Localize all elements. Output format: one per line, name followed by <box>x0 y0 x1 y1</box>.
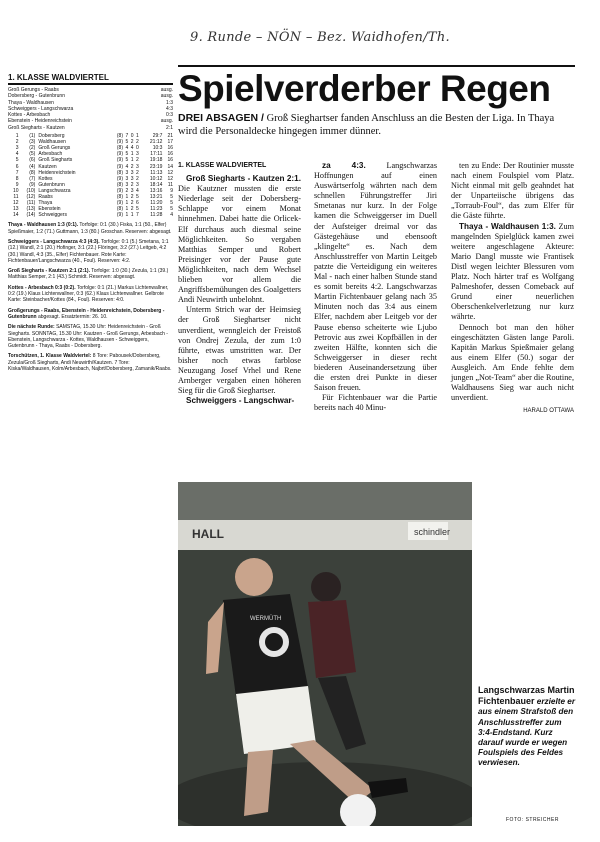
standings-cell: 5 <box>135 206 139 213</box>
result-score: 4:3 <box>166 105 173 112</box>
result-score: 2:1 <box>166 124 173 131</box>
standings-cell: 4 <box>15 151 19 158</box>
standings-cell: 23:19 <box>149 163 163 170</box>
match-report <box>8 239 173 264</box>
standings-cell: Arbesbach <box>38 151 63 158</box>
standings-cell: (8) <box>116 145 124 152</box>
match-report <box>8 308 173 321</box>
standings-cell: 5 <box>170 200 173 207</box>
match-report-title: Groß Siegharts - Kautzen 2:1 (2:1). <box>8 268 90 275</box>
standings-cell: (4) <box>29 163 36 170</box>
standings-cell: (9) <box>116 200 124 207</box>
standings-cell: 2 <box>130 200 134 207</box>
match-report <box>8 324 173 349</box>
result-row <box>8 125 173 131</box>
standings-cell: (8) <box>116 169 124 176</box>
standings-cell: (1) <box>29 133 36 140</box>
standings-cell: 2 <box>125 187 129 194</box>
standings-cell: (2) <box>29 145 36 152</box>
match-report-title: Schweiggers - Langschwarza 4:3 (4:3). <box>8 238 100 245</box>
match-report-title: Torschützen, 1. Klasse Waldviertel: <box>8 353 92 360</box>
match-report-body: Torfolge: 0:1 (30.) Fiska, 1:1 (50., Elfer) Spießmaier, 1:2 (71.) Guttmann, 1:3 (80.) Groschan. Reserven: abgesagt. <box>8 222 172 235</box>
standings-cell: 11:20 <box>150 200 163 207</box>
standings-cell: 8 <box>15 175 19 182</box>
standings-cell: 12 <box>167 169 173 176</box>
standings-cell: 1 <box>130 212 134 219</box>
standings-cell: 7 <box>135 212 139 219</box>
result-score: ausg. <box>160 87 173 93</box>
article-paragraph <box>314 161 437 393</box>
standings-cell: 13 <box>12 206 19 213</box>
match-report-title: Die nächste Runde: <box>8 324 55 331</box>
standings-cell: (10) <box>26 187 36 194</box>
ad-board-text: schindler <box>414 527 451 537</box>
standings-cell: 2 <box>130 194 134 201</box>
standings-cell: (14) <box>26 212 36 219</box>
standings-cell: 14 <box>12 212 19 219</box>
match-report-body: SAMSTAG, 15.30 Uhr: Heidenreichstein - Groß Siegharts. SONNTAG, 15.30 Uhr: Kautzen - Groß Gerungs, Arbesbach - Ebenstein, Langschwarza - Kottes, Waldhausen - Schweiggers, Gutenbrunn - Thaya, Raabs - Dobersberg. <box>8 324 168 350</box>
article-paragraph <box>451 222 574 323</box>
standings-cell: 21:12 <box>149 139 163 146</box>
standings-cell: 2 <box>135 157 139 164</box>
standings-cell: 13:16 <box>149 187 163 194</box>
standings-cell: 17 <box>167 139 173 146</box>
article <box>178 65 575 415</box>
standings-cell: 11 <box>13 194 19 201</box>
standings-cell: 13:21 <box>149 194 163 201</box>
match-report-title: Kottes - Arbesbach 0:3 (0:2). <box>8 284 76 291</box>
result-score: 0:3 <box>166 112 173 119</box>
standings-cell: 4 <box>135 187 139 194</box>
result-match: Ebenstein - Heidenreichstein <box>8 118 72 125</box>
standings-cell: Thaya <box>38 200 53 207</box>
standings-cell: 5 <box>125 157 129 164</box>
standings-cell: 7 <box>125 133 129 140</box>
standings-cell: (8) <box>116 133 124 140</box>
match-photo <box>178 482 472 826</box>
standings-row <box>8 212 173 218</box>
paragraph-text: Dennoch bot man den höher eingeschätzten Gästen lange Paroli. Kapitän Markus Spießmaier gelang aus einem Elfer (50.) sogar der Ausgleich. Am Ende fehlte dem jungen „Not-Team“ aber die Routine, Waldhausens Sieg war auch nicht unverdient. <box>451 322 574 403</box>
standings-cell: (9) <box>29 181 36 188</box>
standings-cell: 10 <box>12 187 19 194</box>
match-report-body: Torfolge: 0:1 (21.) Markus Lichtenwallner, 0:2 (19.) Klaus Lichtenwallner, 0:3 (62.) Klaus Lichtenwallner. Gelbrote Karte: Steinbacher/Kottes (84., Foul). Reserven: 4:0. <box>8 284 169 304</box>
article-columns <box>178 161 575 479</box>
standings-cell: 16 <box>167 145 173 152</box>
standings-cell: Waldhausen <box>38 139 66 146</box>
result-score: 1:3 <box>166 99 173 106</box>
standings-cell: 19:18 <box>149 157 163 164</box>
article-paragraph <box>314 393 437 413</box>
standings-cell: 6 <box>15 163 19 170</box>
match-report-body: Torfolge: 1:0 (30.) Zezula, 1:1 (39.) Matthias Semper, 2:1 (43.) Schmidt. Reserven: abgesagt. <box>8 268 169 281</box>
caption-name: Langschwarzas Martin Fichtenbauer <box>478 685 575 707</box>
result-match: Thaya - Waldhausen <box>8 99 54 106</box>
standings-cell: 17:11 <box>150 151 163 158</box>
paragraph-text: Die Kautzner mussten die erste Niederlage seit der Dobersberg-Schlappe vor einem Monat hinnehmen. Dabei hatte die Orlicek-Elf durchaus auch diesmal seine Möglichkeiten. So vergaben Matthias Semper und Robert Preisinger vor der Pause gute Möglichkeiten, nach dem Wechsel blieben vor allem die Angriffsbemühungen des Goalgetters Andi Neuwirth unbelohnt. <box>178 184 301 305</box>
standings-cell: 10:12 <box>149 175 163 182</box>
standings-cell: 1 <box>15 133 19 140</box>
standings-cell: 6 <box>135 200 139 207</box>
section-label: 1. KLASSE WALDVIERTEL <box>178 162 267 169</box>
standings-cell: 3 <box>130 187 134 194</box>
ad-board-text-2: HALL <box>192 527 224 541</box>
standings-cell: 9 <box>15 181 19 188</box>
standings-table <box>8 133 173 218</box>
standings-cell: 2 <box>130 181 134 188</box>
article-column-1 <box>178 161 301 406</box>
standings-cell: 12 <box>167 175 173 182</box>
article-paragraph <box>178 305 301 396</box>
standings-cell: (12) <box>26 194 36 201</box>
standings-cell: 4 <box>125 163 129 170</box>
match-report-body: abgesagt. Ersatztermin: 26. 10. <box>38 313 108 320</box>
standings-cell: 2 <box>135 169 139 176</box>
match-report <box>8 353 173 372</box>
result-score: ausg. <box>160 93 173 100</box>
paragraph-lead: Thaya - Waldhausen 1:3. <box>459 221 556 231</box>
match-reports <box>8 222 173 372</box>
standings-cell: 9 <box>170 187 173 194</box>
standings-cell: (9) <box>116 212 124 219</box>
paragraph-lead: za 4:3. <box>322 161 366 170</box>
standings-cell: (8) <box>116 181 124 188</box>
standings-cell: 1 <box>135 133 139 140</box>
standings-cell: 5 <box>15 157 19 164</box>
standings-cell: (5) <box>29 151 36 158</box>
result-match: Kottes - Arbesbach <box>8 112 51 119</box>
standings-cell: 5 <box>125 151 129 158</box>
standings-cell: (13) <box>26 206 36 213</box>
headline: Spielverderber Regen <box>178 65 575 110</box>
standings-cell: (7) <box>29 175 36 182</box>
standings-cell: 11:28 <box>150 212 163 219</box>
standings-cell: 3 <box>135 163 139 170</box>
results-sidebar <box>8 73 173 372</box>
paragraph-text: Langschwarzas Hoffnungen auf einen Auswärtserfolg währten nach dem schnellen Führungstreffer Jiri Smetanas nur kurz. In der Folge kamen die Schweiggerser im Duell der Aufsteiger dreimal vor das Gästegehäuse und ebensooft „klingelte“ es. Nach dem Anschlusstreffer von Martin Leitgeb patzte die Verteidigung ein weiteres Mal - nach einer halben Stunde stand es somit bereits 4:2. Langschwarzas Martin Fichtenbauer gelang nach 35 Minuten noch das 3:4 aus einem Elfer, nachdem aber Leitgeb vor der Pause ebenso scheiterte wie Ljubo Petrovic aus zwei Kopfbällen in der zweiten Hälfte, konnten sich die Schweiggerser in dieser recht biederen Auseinandersetzung über die ersten drei Punkte in dieser Saison freuen. <box>314 161 438 393</box>
standings-cell: 2 <box>130 139 134 146</box>
standings-cell: 2 <box>15 139 19 146</box>
lead-paragraph <box>178 112 575 138</box>
match-report-body: 8 Tore: Pabousek/Dobersberg, Zezula/Groß Siegharts, Andi Neuwirth/Kautzen. 7 Tore: Kiska/Waldhausen, Kolm/Arbesbach, Najbrt/Dobersberg, Zamanik/Raabs. <box>8 353 172 373</box>
caption-text: erzielte er aus einem Strafstoß den Anschlusstreffer zum 3:4-Endstand. Kurz darauf wurde er wegen Foulspiels des Feldes verwiesen. <box>478 697 576 768</box>
standings-cell: Kottes <box>38 175 53 182</box>
standings-cell: 21 <box>167 133 173 140</box>
results-list <box>8 87 173 131</box>
standings-cell: 29:7 <box>152 133 163 140</box>
match-report-title: Großgerungs - Raabs, Ebenstein - Heidenreichstein, Dobersberg - Gutenbrunn <box>8 307 165 320</box>
standings-cell: 1 <box>130 151 134 158</box>
standings-cell: 1 <box>125 212 129 219</box>
standings-cell: Langschwarza <box>38 187 71 194</box>
standings-cell: 16 <box>167 151 173 158</box>
paragraph-text: ten zu Ende: Der Routinier musste nach einem Foulspiel vom Platz. Nicht einmal mit gelb geahndet hat der Unparteiische übrigens das „Torraub-Foul“, das zum Elfer für die Gäste führte. <box>451 161 574 221</box>
standings-cell: 4 <box>125 145 129 152</box>
standings-cell: 3 <box>135 151 139 158</box>
standings-cell: 3 <box>130 175 134 182</box>
article-paragraph <box>451 161 574 222</box>
standings-cell: 3 <box>125 175 129 182</box>
standings-cell: 0 <box>135 145 139 152</box>
standings-cell: 2 <box>130 163 134 170</box>
standings-cell: 11:23 <box>150 206 163 213</box>
author-byline: HARALD OTTAWA <box>523 408 574 415</box>
standings-cell: Heidenreichstein <box>38 169 76 176</box>
standings-cell: (11) <box>26 200 36 207</box>
paragraph-text: Zum mangelnden Spielglück kamen zwei weitere angeschlagene Akteure: Mario Dangl musste wie Frantisek Distl wegen leichter Blessuren vom Platz. Noch härter traf es Wolfgang Palmeshofer, dessen Comeback auf Grund einer neuerlichen Oberschenkelverletzung nur kurz währte. <box>451 221 574 322</box>
standings-cell: 1 <box>125 194 129 201</box>
standings-cell: (9) <box>116 175 124 182</box>
standings-cell: (9) <box>116 187 124 194</box>
standings-cell: (9) <box>116 163 124 170</box>
standings-cell: 16 <box>167 157 173 164</box>
photo-graphic <box>178 482 472 826</box>
standings-cell: 3 <box>125 181 129 188</box>
match-report <box>8 268 173 281</box>
standings-cell: Schweiggers <box>38 212 67 219</box>
article-column-3 <box>451 161 574 416</box>
match-report <box>8 222 173 235</box>
standings-cell: (6) <box>29 157 36 164</box>
standings-cell: 0 <box>130 133 134 140</box>
standings-cell: Ebenstein <box>38 206 61 213</box>
standings-cell: 5 <box>170 194 173 201</box>
handwritten-note: 9. Runde – NÖN – Bez. Waidhofen/Th. <box>190 30 450 45</box>
standings-cell: 3 <box>130 169 134 176</box>
standings-cell: 4 <box>130 145 134 152</box>
standings-cell: (8) <box>29 169 36 176</box>
article-paragraph <box>178 396 301 406</box>
standings-cell: 1 <box>125 206 129 213</box>
result-match: Schweiggers - Langschwarza <box>8 105 74 112</box>
standings-cell: 12 <box>12 200 19 207</box>
standings-cell: (9) <box>116 157 124 164</box>
standings-cell: Dobersberg <box>38 133 65 140</box>
standings-cell: 7 <box>15 169 19 176</box>
standings-cell: 3 <box>15 145 19 152</box>
standings-cell: Kautzen <box>38 163 57 170</box>
standings-cell: (8) <box>116 206 124 213</box>
paragraph-text: Unterm Strich war der Heimsieg der Groß Sieghartser nicht unverdient, wenngleich der Freistoß von Ondrej Zezula, der zum 1:0 führte, etwas umstritten war. Der bisher noch etwas farblose Neuzugang Josef Vrhel und Rene Arnberger vergaben einen höheren Sieg für die Groß Sieghartser. <box>178 305 301 396</box>
standings-cell: (9) <box>116 151 124 158</box>
standings-cell: 3 <box>135 181 139 188</box>
standings-cell: Raabs <box>38 194 53 201</box>
photo-credit: FOTO: STREICHER <box>506 817 559 823</box>
match-report-title: Thaya - Waldhausen 1:3 (0:1). <box>8 222 79 229</box>
standings-cell: 3 <box>125 169 129 176</box>
newspaper-clipping <box>8 65 575 830</box>
article-paragraph <box>178 174 301 305</box>
standings-cell: (3) <box>29 139 36 146</box>
standings-cell: 5 <box>135 194 139 201</box>
result-match: Dobersberg - Gutenbrunn <box>8 93 65 100</box>
standings-cell: 1 <box>130 157 134 164</box>
standings-cell: Gutenbrunn <box>38 181 65 188</box>
article-column-2 <box>314 161 437 413</box>
paragraph-lead: Schweiggers - Langschwar- <box>186 396 295 406</box>
standings-cell: Groß Siegharts <box>38 157 73 164</box>
standings-cell: 2 <box>130 206 134 213</box>
standings-cell: 5 <box>170 206 173 213</box>
result-score: ausg. <box>160 118 173 125</box>
lead-text: Groß Sieghartser fanden Anschluss an die Besten der Liga. In Thaya wird die Personaldecke hingegen immer dünner. <box>178 113 555 137</box>
sidebar-heading: 1. KLASSE WALDVIERTEL <box>8 73 173 85</box>
standings-cell: 2 <box>135 175 139 182</box>
standings-cell: 11 <box>167 181 173 188</box>
result-match: Groß Gerungs - Raabs <box>8 87 59 93</box>
standings-cell: 10:3 <box>152 145 163 152</box>
match-report-body: Torfolge: 0:1 (5.) Smetana, 1:1 (12.) Wandl, 2:1 (20.) Hofinger, 3:1 (22.) Flöringer, 3:2 (27.) Leitgeb, 4:2 (30.) Wandl, 4:3 (35., Elfer) Fichtenbauer. Rote Karte: Fichtenbauer/Langschwarza (40., Foul). Reserven: 4:2. <box>8 238 169 264</box>
standings-cell: 4 <box>170 212 173 219</box>
standings-cell: 11:13 <box>150 169 163 176</box>
standings-cell: Groß Gerungs <box>38 145 71 152</box>
lead-bold: DREI ABSAGEN / <box>178 112 264 124</box>
match-report <box>8 285 173 304</box>
jersey-text: WERMÜTH <box>250 616 282 622</box>
standings-cell: 18:14 <box>149 181 163 188</box>
standings-cell: 2 <box>135 139 139 146</box>
standings-cell: (9) <box>116 139 124 146</box>
article-paragraph <box>451 323 574 404</box>
standings-cell: (8) <box>116 194 124 201</box>
paragraph-text: Für Fichtenbauer war die Partie bereits nach 40 Minu- <box>314 393 437 413</box>
result-match: Groß Siegharts - Kautzen <box>8 124 65 131</box>
standings-cell: 1 <box>125 200 129 207</box>
standings-cell: 14 <box>167 163 173 170</box>
photo-caption <box>478 685 578 769</box>
standings-cell: 5 <box>125 139 129 146</box>
paragraph-lead: Groß Siegharts - Kautzen 2:1. <box>186 174 301 184</box>
